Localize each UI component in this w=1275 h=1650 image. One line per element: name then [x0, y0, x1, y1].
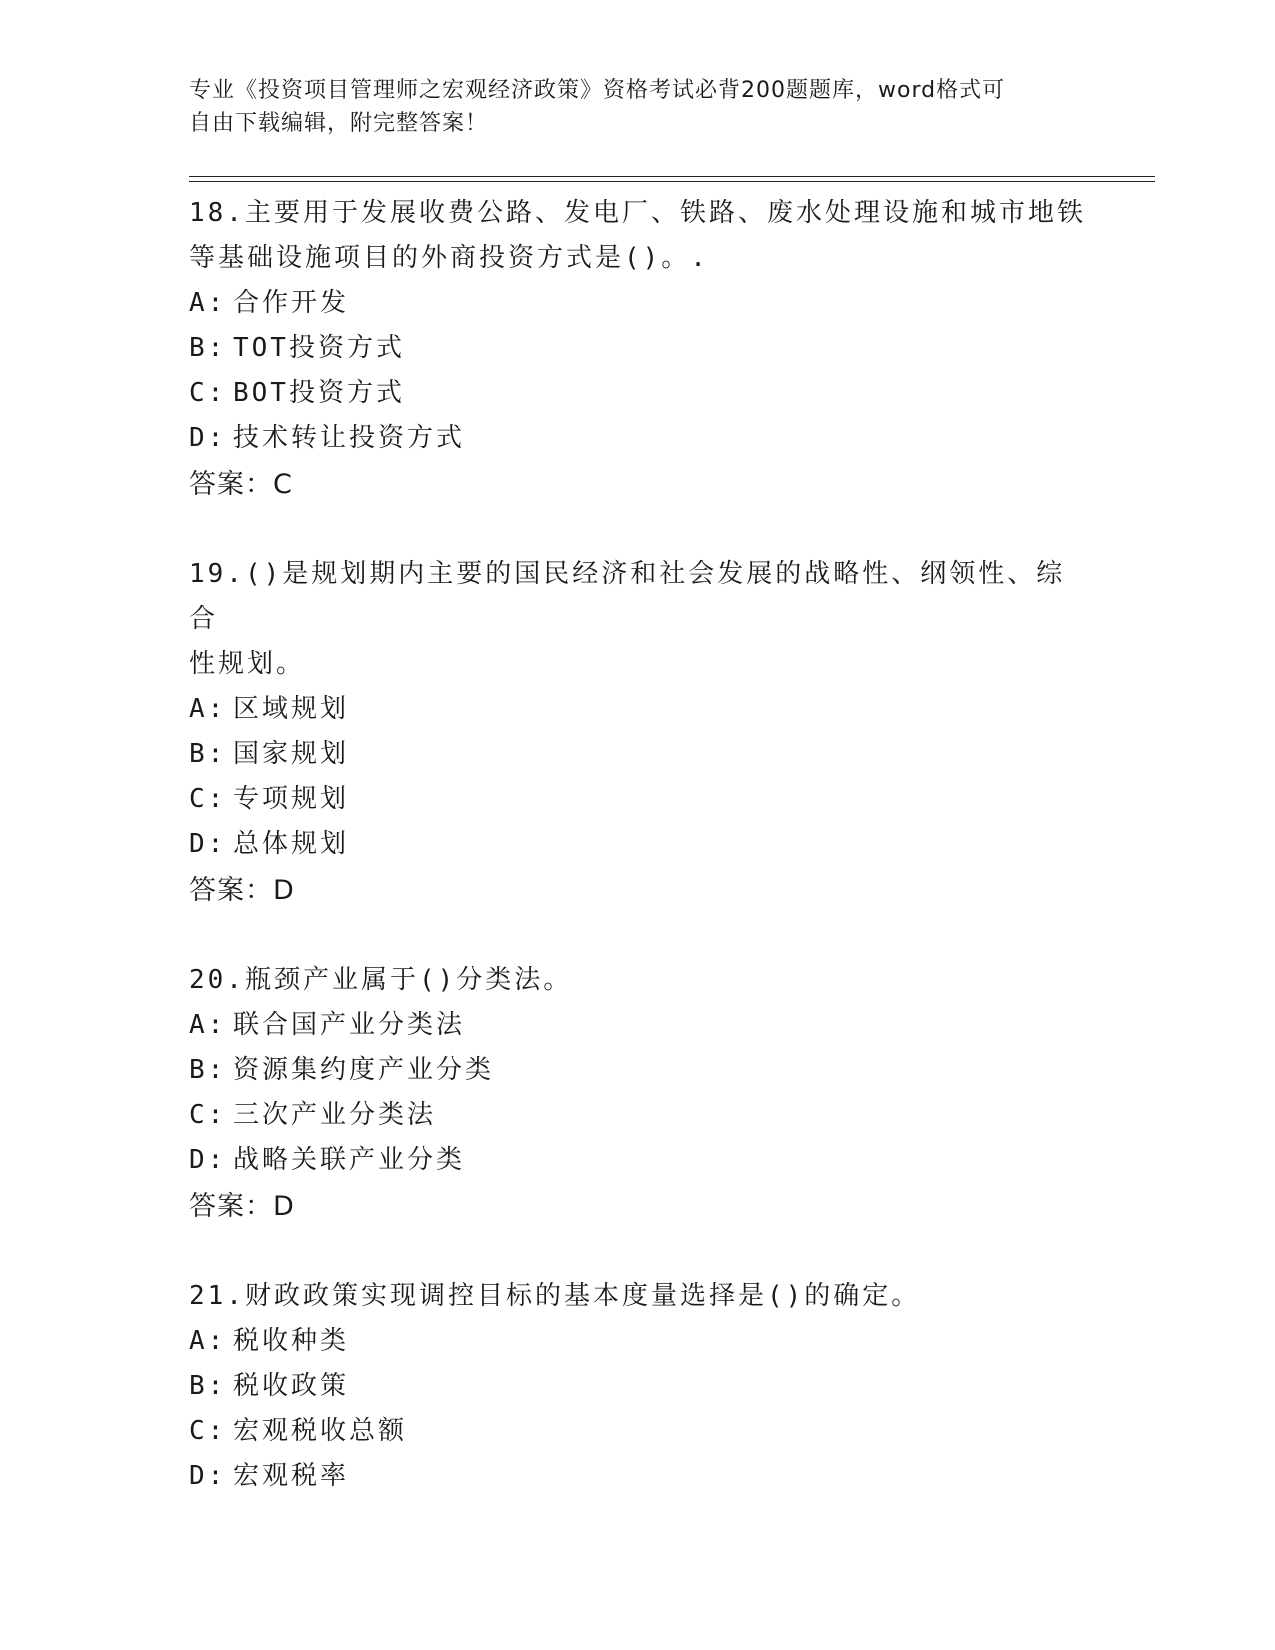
option-letter: D: [189, 1145, 227, 1175]
answer-line: 答案：C [189, 469, 293, 500]
option-letter: A: [189, 1326, 227, 1356]
option-d [189, 416, 1089, 461]
question-list [189, 191, 1089, 1499]
option-text: 合作开发 [233, 288, 350, 318]
option-text: BOT投资方式 [233, 378, 405, 408]
option-b [189, 1364, 1089, 1409]
option-text: 宏观税率 [233, 1461, 350, 1491]
option-text: 三次产业分类法 [233, 1100, 437, 1130]
question-text-line: 21.财政政策实现调控目标的基本度量选择是()的确定。 [189, 1281, 921, 1311]
option-letter: D: [189, 423, 227, 453]
option-d [189, 822, 1089, 867]
option-letter: B: [189, 333, 227, 363]
header-rule-bottom [189, 181, 1155, 182]
option-a [189, 281, 1089, 326]
option-text: TOT投资方式 [233, 333, 405, 363]
question-19 [189, 552, 1089, 914]
option-text: 专项规划 [233, 784, 350, 814]
answer-line: 答案：D [189, 1191, 295, 1222]
option-text: 税收政策 [233, 1371, 350, 1401]
option-letter: D: [189, 829, 227, 859]
question-20 [189, 958, 1089, 1230]
option-letter: B: [189, 1371, 227, 1401]
answer-line: 答案：D [189, 875, 295, 906]
option-letter: A: [189, 694, 227, 724]
header-line-2: 自由下载编辑，附完整答案！ [189, 111, 489, 136]
question-21 [189, 1274, 1089, 1499]
option-letter: A: [189, 1010, 227, 1040]
option-c [189, 1093, 1089, 1138]
option-b [189, 732, 1089, 777]
question-text-line: 性规划。 [189, 649, 306, 679]
option-letter: B: [189, 1055, 227, 1085]
option-letter: B: [189, 739, 227, 769]
option-text: 技术转让投资方式 [233, 423, 466, 453]
option-b [189, 1048, 1089, 1093]
option-c [189, 1409, 1089, 1454]
option-text: 资源集约度产业分类 [233, 1055, 495, 1085]
question-18 [189, 191, 1089, 508]
option-d [189, 1454, 1089, 1499]
option-c [189, 777, 1089, 822]
question-text-line: 19.()是规划期内主要的国民经济和社会发展的战略性、纲领性、综合 [189, 559, 1066, 634]
question-text-line: 等基础设施项目的外商投资方式是()。. [189, 243, 709, 273]
option-letter: C: [189, 1100, 227, 1130]
header-rule-top [189, 176, 1155, 177]
header-line-1: 专业《投资项目管理师之宏观经济政策》资格考试必背200题题库，word格式可 [189, 78, 1006, 103]
option-text: 国家规划 [233, 739, 350, 769]
option-letter: C: [189, 378, 227, 408]
option-a [189, 687, 1089, 732]
option-d [189, 1138, 1089, 1183]
question-text-line: 18.主要用于发展收费公路、发电厂、铁路、废水处理设施和城市地铁 [189, 198, 1086, 228]
option-letter: C: [189, 784, 227, 814]
document-header [189, 74, 1089, 140]
option-text: 税收种类 [233, 1326, 350, 1356]
option-letter: A: [189, 288, 227, 318]
option-a [189, 1003, 1089, 1048]
option-text: 总体规划 [233, 829, 350, 859]
option-text: 宏观税收总额 [233, 1416, 408, 1446]
option-letter: D: [189, 1461, 227, 1491]
option-b [189, 326, 1089, 371]
option-a [189, 1319, 1089, 1364]
option-c [189, 371, 1089, 416]
option-text: 战略关联产业分类 [233, 1145, 466, 1175]
question-text-line: 20.瓶颈产业属于()分类法。 [189, 965, 573, 995]
option-text: 联合国产业分类法 [233, 1010, 466, 1040]
option-text: 区域规划 [233, 694, 350, 724]
option-letter: C: [189, 1416, 227, 1446]
